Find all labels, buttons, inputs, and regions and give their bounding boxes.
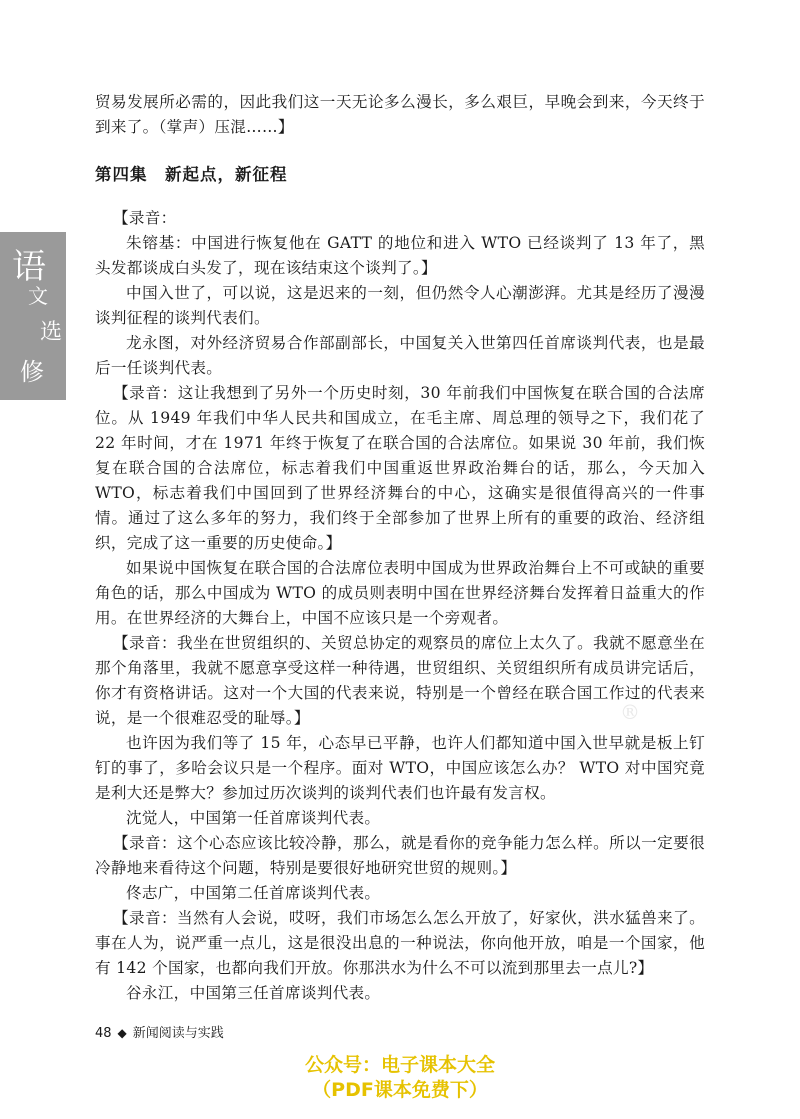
publisher-watermark bbox=[470, 700, 640, 760]
paragraph: 也许因为我们等了 15 年，心态早已平静，也许人们都知道中国入世早就是板上钉钉的事了，多哈会议只是一个程序。面对 WTO，中国应该怎么办？ WTO 对中国究竟是利大还是弊大？参加过历次谈判的谈判代表们也许最有发言权。 bbox=[95, 734, 705, 802]
registered-mark: ® bbox=[620, 700, 640, 724]
paragraph: 如果说中国恢复在联合国的合法席位表明中国成为世界政治舞台上不可或缺的重要角色的话，那么中国成为 WTO 的成员则表明中国在世界经济舞台发挥着日益重大的作用。在世界经济的大舞台上，中国不应该只是一个旁观者。 bbox=[95, 559, 705, 627]
paragraph: 佟志广，中国第二任首席谈判代表。 bbox=[126, 884, 381, 902]
side-tab-char: 选 bbox=[40, 320, 63, 345]
page-number: 48 bbox=[95, 1026, 112, 1041]
diamond-icon: ◆ bbox=[117, 1026, 127, 1040]
side-tab-char: 修 bbox=[20, 358, 44, 386]
section-heading: 第四集 新起点，新征程 bbox=[95, 165, 288, 184]
paragraph: 龙永图，对外经济贸易合作部副部长，中国复关入世第四任首席谈判代表，也是最后一任谈判代表。 bbox=[95, 334, 705, 377]
promo-line-2: （PDF课本免费下） bbox=[312, 1079, 488, 1101]
side-tab-char: 语 bbox=[12, 247, 46, 287]
promo-line-1: 公众号：电子课本大全 bbox=[304, 1054, 495, 1076]
paragraph: 【录音：当然有人会说，哎呀，我们市场怎么怎么开放了，好家伙，洪水猛兽来了。事在人为，说严重一点儿，这是很没出息的一种说法，你向他开放，咱是一个国家，他有 142 个国家，也都向我们开放。你那洪水为什么不可以流到那里去一点儿?】 bbox=[95, 909, 705, 977]
paragraph: 【录音： bbox=[113, 209, 177, 227]
body-text bbox=[95, 90, 705, 1006]
paragraph: 谷永江，中国第三任首席谈判代表。 bbox=[126, 984, 381, 1002]
paragraph: 朱镕基：中国进行恢复他在 GATT 的地位和进入 WTO 已经谈判了 13 年了，黑头发都谈成白头发了，现在该结束这个谈判了。】 bbox=[95, 234, 705, 277]
paragraph: 【录音：这个心态应该比较冷静，那么，就是看你的竞争能力怎么样。所以一定要很冷静地来看待这个问题，特别是要很好地研究世贸的规则。】 bbox=[95, 834, 705, 877]
paragraph: 【录音：这让我想到了另外一个历史时刻，30 年前我们中国恢复在联合国的合法席位。从 1949 年我们中华人民共和国成立，在毛主席、周总理的领导之下，我们花了 22 年时间，才在 1971 年终于恢复了在联合国的合法席位。如果说 30 年前，我们恢复在联合国的合法席位，标志着我们中国重返世界政治舞台的话，那么，今天加入 WTO，标志着我们中国回到了世界经济舞台的中心，这确实是很值得高兴的一件事情。通过了这么多年的努力，我们终于全部参加了世界上所有的重要的政治、经济组织，完成了这一重要的历史使命。】 bbox=[95, 384, 705, 552]
paragraph: 沈觉人，中国第一任首席谈判代表。 bbox=[126, 809, 381, 827]
book-title: 新闻阅读与实践 bbox=[132, 1026, 224, 1041]
page-footer bbox=[95, 1022, 224, 1041]
side-tab-char: 文 bbox=[28, 284, 48, 308]
paragraph: 【录音：我坐在世贸组织的、关贸总协定的观察员的席位上太久了。我就不愿意坐在那个角落里，我就不愿意享受这样一种待遇，世贸组织、关贸组织所有成员讲完话后，你才有资格讲话。这对一个大国的代表来说，特别是一个曾经在联合国工作过的代表来说，是一个很难忍受的耻辱。】 bbox=[95, 634, 705, 727]
paragraph: 中国入世了，可以说，这是迟来的一刻，但仍然令人心潮澎湃。尤其是经历了漫漫谈判征程的谈判代表们。 bbox=[95, 284, 705, 327]
paragraph: 贸易发展所必需的，因此我们这一天无论多么漫长，多么艰巨，早晚会到来，今天终于到来了。（掌声）压混……】 bbox=[95, 93, 705, 136]
side-tab bbox=[0, 232, 66, 400]
